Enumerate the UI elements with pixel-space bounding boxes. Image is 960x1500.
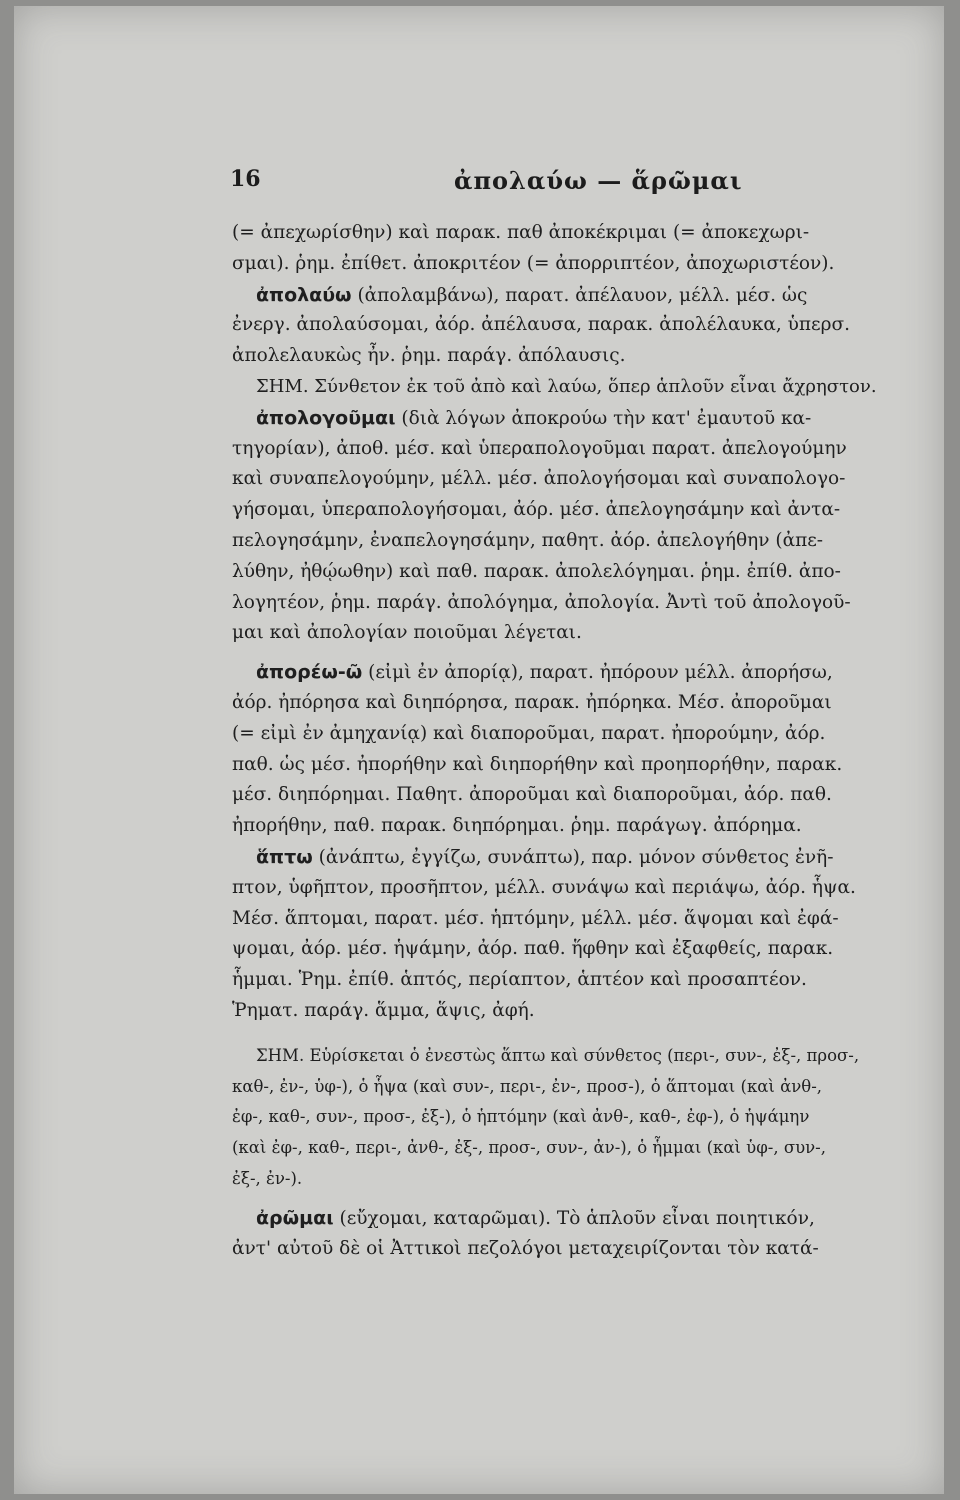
entry-text: (εὔχομαι, καταρῶμαι). Τὸ ἁπλοῦν εἶναι ποιητικόν, — [339, 1207, 815, 1229]
continuation-line: (= ἀπεχωρίσθην) καὶ παρακ. παθ ἀποκέκριμαι (= ἀποκεχωρι- — [232, 222, 810, 243]
entry-line: ἧμμαι. Ῥημ. ἐπίθ. ἁπτός, περίαπτον, ἁπτέον καὶ προσαπτέον. — [232, 969, 807, 991]
running-head: ἀπολαύω — ἅρῶμαι — [454, 166, 743, 195]
continuation-line: σμαι). ῥημ. ἐπίθετ. ἀποκριτέον (= ἀπορριπτέον, ἀποχωριστέον). — [232, 252, 835, 274]
page-header — [14, 166, 944, 206]
entry-line: ἀπολελαυκὼς ἦν. ῥημ. παράγ. ἀπόλαυσις. — [232, 345, 626, 367]
note-line: ἐξ-, ἐν-). — [232, 1168, 303, 1188]
headword: ἀπολαύω — [256, 283, 352, 306]
entry-line: λύθην, ἠθῴωθην) καὶ παθ. παρακ. ἀπολελόγημαι. ῥημ. ἐπίθ. ἀπο- — [232, 560, 841, 582]
headword: ἀρῶμαι — [256, 1206, 334, 1229]
entry-line: ἐνεργ. ἀπολαύσομαι, ἀόρ. ἀπέλαυσα, παρακ. ἀπολέλαυκα, ὑπερσ. — [232, 314, 850, 336]
note-line: ἐφ-, καθ-, συν-, προσ-, ἐξ-), ὁ ἡπτόμην (καὶ ἀνθ-, καθ-, ἐφ-), ὁ ἡψάμην — [232, 1107, 810, 1127]
entry-line: λογητέον, ῥημ. παράγ. ἀπολόγημα, ἀπολογία. Ἀντὶ τοῦ ἀπολογοῦ- — [232, 591, 851, 613]
entry-line: παθ. ὡς μέσ. ἠπορήθην καὶ διηπορήθην καὶ προηπορήθην, παρακ. — [232, 753, 843, 775]
note-line: καθ-, ἐν-, ὑφ-), ὁ ἧψα (καὶ συν-, περι-, ἐν-, προσ-), ὁ ἅπτομαι (καὶ ἀνθ-, — [232, 1076, 823, 1096]
entry-line: ἀντ' αὐτοῦ δὲ οἱ Ἀττικοὶ πεζολόγοι μεταχειρίζονται τὸν κατά- — [232, 1237, 819, 1259]
entry-line: καὶ συναπελογούμην, μέλλ. μέσ. ἀπολογήσομαι καὶ συναπολογο- — [232, 468, 846, 490]
note-line: (καὶ ἐφ-, καθ-, περι-, ἀνθ-, ἐξ-, προσ-, συν-, ἀν-), ὁ ἧμμαι (καὶ ὑφ-, συν-, — [232, 1138, 826, 1158]
entry-line: ἠπορήθην, παθ. παρακ. διηπόρημαι. ῥημ. παράγωγ. ἀπόρημα. — [232, 815, 802, 837]
entry-aromai — [232, 1203, 932, 1234]
book-page — [14, 6, 944, 1494]
entry-line: (= εἰμὶ ἐν ἀμηχανίᾳ) καὶ διαποροῦμαι, παρατ. ἠπορούμην, ἀόρ. — [232, 722, 826, 744]
entry-text: (διὰ λόγων ἀποκρούω τὴν κατ' ἐμαυτοῦ κα- — [401, 407, 812, 429]
entry-text: (εἰμὶ ἐν ἀπορίᾳ), παρατ. ἠπόρουν μέλλ. ἀπορήσω, — [368, 662, 833, 684]
entry-line: μέσ. διηπόρημαι. Παθητ. ἀποροῦμαι καὶ διαποροῦμαι, ἀόρ. παθ. — [232, 784, 832, 806]
entry-apto — [232, 842, 932, 873]
entry-line: πελογησάμην, ἐναπελογησάμην, παθητ. ἀόρ. ἀπελογήθην (ἀπε- — [232, 529, 824, 551]
entry-aporeo — [232, 657, 932, 688]
entry-line: Μέσ. ἅπτομαι, παρατ. μέσ. ἡπτόμην, μέλλ. μέσ. ἅψομαι καὶ ἐφά- — [232, 907, 839, 929]
page-number: 16 — [230, 166, 261, 192]
note-line: ΣΗΜ. Σύνθετον ἐκ τοῦ ἀπὸ καὶ λαύω, ὅπερ ἁπλοῦν εἶναι ἄχρηστον. — [256, 375, 877, 397]
entry-text: (ἀπολαμβάνω), παρατ. ἀπέλαυον, μέλλ. μέσ. ὡς — [357, 284, 808, 306]
entry-line: Ῥηματ. παράγ. ἅμμα, ἅψις, ἀφή. — [232, 999, 535, 1021]
entry-text: (ἀνάπτω, ἐγγίζω, συνάπτω), παρ. μόνον σύνθετος ἐνῆ- — [318, 846, 834, 868]
dictionary-text — [232, 218, 932, 1264]
entry-apolauo — [232, 280, 932, 311]
entry-line: μαι καὶ ἀπολογίαν ποιοῦμαι λέγεται. — [232, 622, 582, 644]
entry-apologoumai — [232, 403, 932, 434]
headword: ἅπτω — [256, 845, 313, 868]
entry-line: ἀόρ. ἠπόρησα καὶ διηπόρησα, παρακ. ἠπόρηκα. Μέσ. ἀποροῦμαι — [232, 691, 832, 713]
headword: ἀπορέω-ῶ — [256, 661, 363, 684]
headword: ἀπολογοῦμαι — [256, 406, 396, 429]
entry-line: ψομαι, ἀόρ. μέσ. ἡψάμην, ἀόρ. παθ. ἥφθην καὶ ἐξαφθείς, παρακ. — [232, 938, 834, 960]
entry-line: γήσομαι, ὑπεραπολογήσομαι, ἀόρ. μέσ. ἀπελογησάμην καὶ ἀντα- — [232, 499, 841, 521]
entry-line: πτον, ὑφῆπτον, προσῆπτον, μέλλ. συνάψω καὶ περιάψω, ἀόρ. ἧψα. — [232, 876, 856, 898]
note-line: ΣΗΜ. Εὑρίσκεται ὁ ἐνεστὼς ἅπτω καὶ σύνθετος (περι-, συν-, ἐξ-, προσ-, — [256, 1045, 860, 1065]
entry-line: τηγορίαν), ἀποθ. μέσ. καὶ ὑπεραπολογοῦμαι παρατ. ἀπελογούμην — [232, 437, 847, 459]
